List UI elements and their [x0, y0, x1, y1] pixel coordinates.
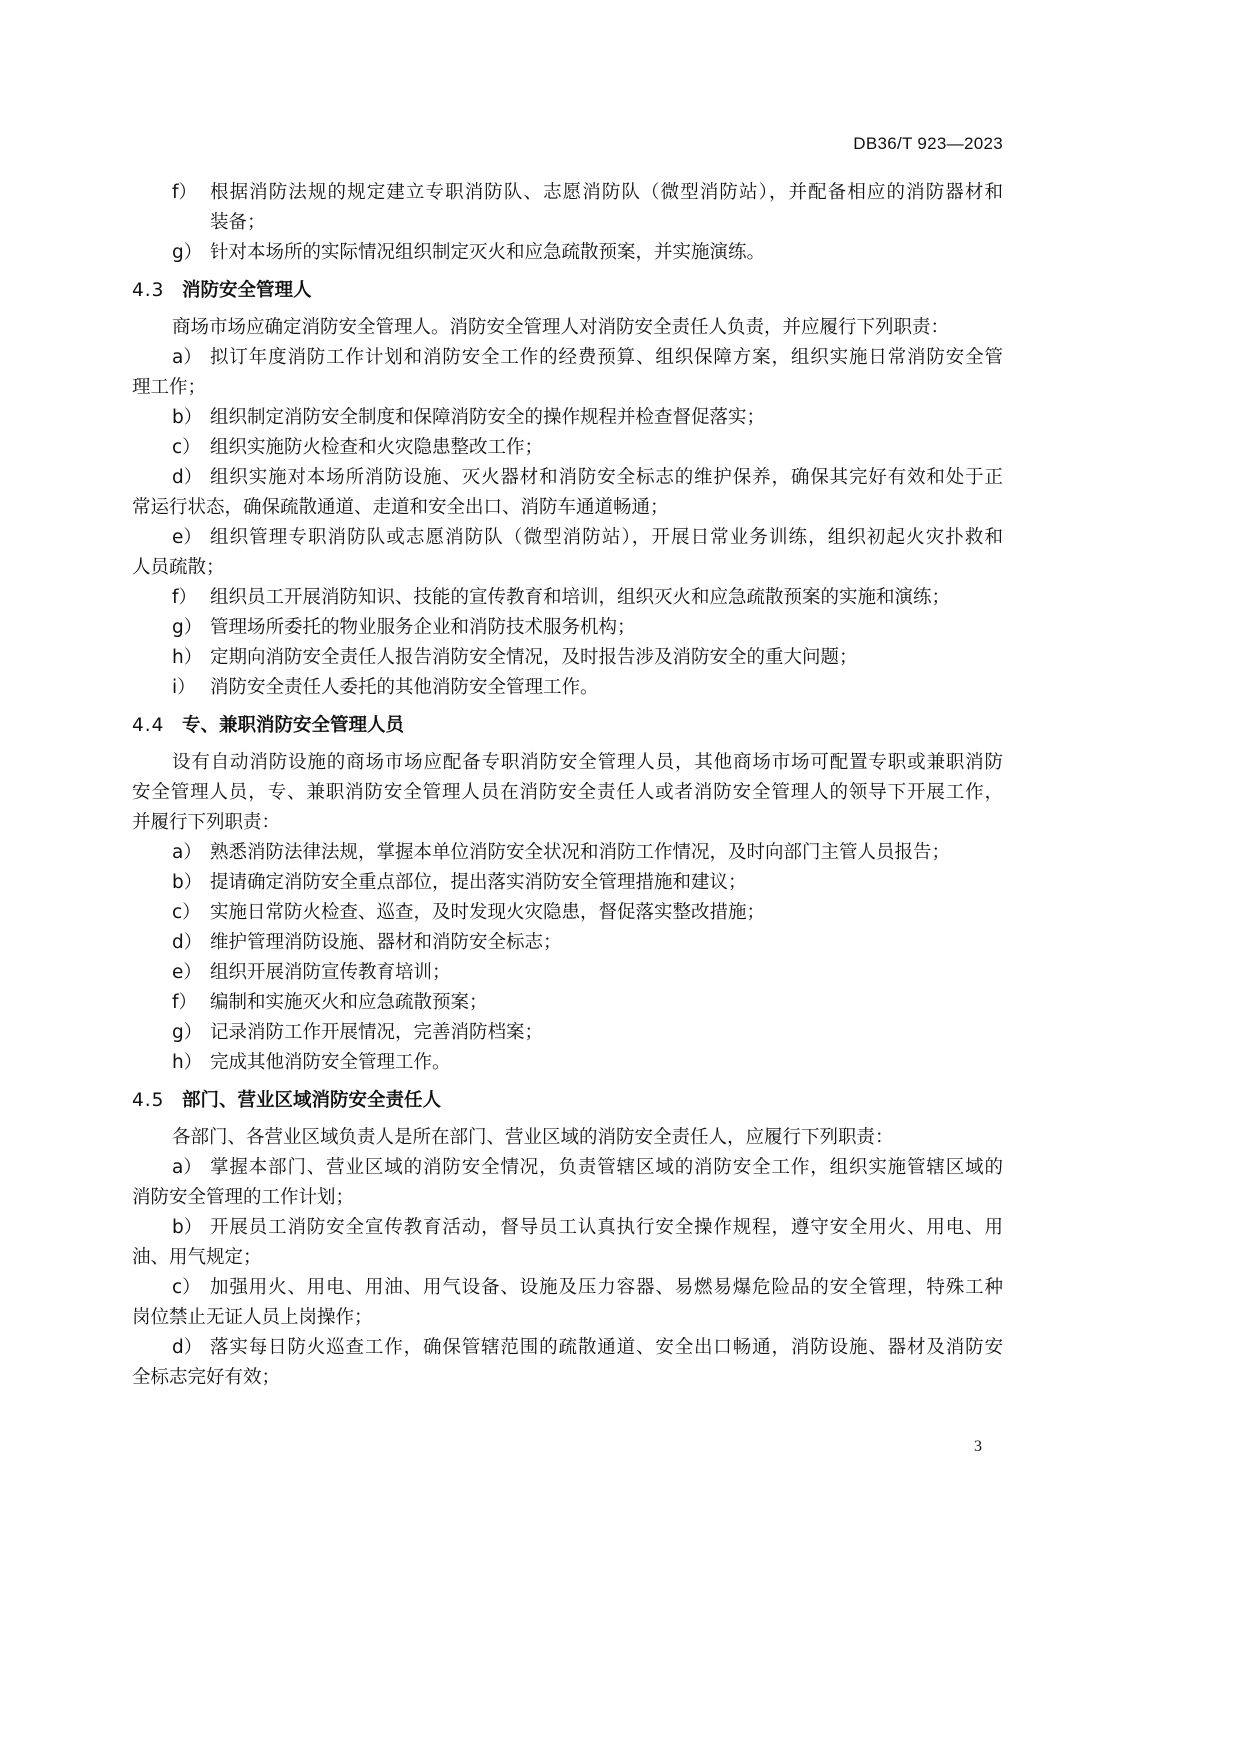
section-number: 4.5 — [132, 1090, 165, 1111]
list-item-text: 组织实施对本场所消防设施、灭火器材和消防安全标志的维护保养，确保其完好有效和处于正 — [210, 467, 1003, 488]
list-item-first-line — [132, 238, 1003, 268]
section-title: 专、兼职消防安全管理人员 — [182, 715, 405, 736]
list-item-first-line — [132, 1048, 1003, 1078]
list-item — [132, 838, 1003, 868]
list-item-label: g） — [172, 242, 203, 263]
list-item — [132, 928, 1003, 958]
document-code: DB36/T 923—2023 — [853, 134, 1003, 153]
list-item-text: 定期向消防安全责任人报告消防安全情况，及时报告涉及消防安全的重大问题； — [210, 647, 858, 668]
page-number: 3 — [974, 1438, 982, 1455]
list-item-label: c） — [172, 902, 201, 923]
list-item-first-line — [132, 583, 1003, 613]
list-item-first-line — [132, 178, 1003, 208]
list-item-first-line — [132, 613, 1003, 643]
list-item-first-line — [132, 838, 1003, 868]
paragraph-line: 商场市场应确定消防安全管理人。消防安全管理人对消防安全责任人负责，并应履行下列职责： — [172, 317, 950, 338]
list-item — [132, 1153, 1003, 1213]
list-item-first-line — [132, 673, 1003, 703]
list-item — [132, 643, 1003, 673]
paragraph — [132, 748, 1003, 838]
list-item-first-line — [132, 433, 1003, 463]
list-item — [132, 613, 1003, 643]
list-item-label: d） — [172, 932, 203, 953]
list-item — [132, 1273, 1003, 1333]
list-item — [132, 583, 1003, 613]
list-item-label: g） — [172, 617, 203, 638]
list-item — [132, 523, 1003, 583]
paragraph-line: 并履行下列职责： — [132, 812, 281, 833]
list-item-text: 拟订年度消防工作计划和消防安全工作的经费预算、组织保障方案，组织实施日常消防安全管 — [210, 347, 1003, 368]
section-heading — [132, 276, 1003, 306]
list-item — [132, 988, 1003, 1018]
list-item — [132, 463, 1003, 523]
list-item — [132, 178, 1003, 238]
list-item-text: 提请确定消防安全重点部位，提出落实消防安全管理措施和建议； — [210, 872, 747, 893]
list-item — [132, 1213, 1003, 1273]
section-number: 4.4 — [132, 715, 165, 736]
list-item-first-line — [132, 523, 1003, 553]
list-item-continuation: 人员疏散； — [132, 557, 225, 578]
list-item-continuation: 岗位禁止无证人员上岗操作； — [132, 1307, 373, 1328]
list-item-label: e） — [172, 527, 202, 548]
list-item-label: a） — [172, 1157, 202, 1178]
list-item-first-line — [132, 898, 1003, 928]
list-item-label: b） — [172, 1217, 203, 1238]
list-item-label: b） — [172, 407, 203, 428]
list-item-label: a） — [172, 347, 202, 368]
list-item-label: h） — [172, 1052, 203, 1073]
list-item — [132, 343, 1003, 403]
list-item — [132, 898, 1003, 928]
list-item-first-line — [132, 463, 1003, 493]
list-item-first-line — [132, 1333, 1003, 1363]
list-item-first-line — [132, 1213, 1003, 1243]
list-item — [132, 868, 1003, 898]
paragraph-line: 各部门、各营业区域负责人是所在部门、营业区域的消防安全责任人，应履行下列职责： — [172, 1127, 894, 1148]
section-heading — [132, 1086, 1003, 1116]
section-title: 部门、营业区域消防安全责任人 — [182, 1090, 442, 1111]
list-item-first-line — [132, 1153, 1003, 1183]
list-item-label: i） — [172, 677, 196, 698]
paragraph — [132, 313, 1003, 343]
list-item-text: 组织管理专职消防队或志愿消防队（微型消防站），开展日常业务训练，组织初起火灾扑救和 — [210, 527, 1003, 548]
list-item-label: h） — [172, 647, 203, 668]
list-item-first-line — [132, 988, 1003, 1018]
list-item-text: 组织开展消防宣传教育培训； — [210, 962, 451, 983]
section-heading — [132, 711, 1003, 741]
list-item-first-line — [132, 868, 1003, 898]
list-item-text: 组织员工开展消防知识、技能的宣传教育和培训，组织灭火和应急疏散预案的实施和演练； — [210, 587, 951, 608]
section-number: 4.3 — [132, 280, 165, 301]
list-item-label: b） — [172, 872, 203, 893]
list-item-text: 记录消防工作开展情况，完善消防档案； — [210, 1022, 544, 1043]
list-item-text: 管理场所委托的物业服务企业和消防技术服务机构； — [210, 617, 636, 638]
list-item — [132, 403, 1003, 433]
list-item-text: 加强用火、用电、用油、用气设备、设施及压力容器、易燃易爆危险品的安全管理，特殊工种 — [210, 1277, 1003, 1298]
list-item-text: 针对本场所的实际情况组织制定灭火和应急疏散预案，并实施演练。 — [210, 242, 766, 263]
list-item-continuation: 常运行状态，确保疏散通道、走道和安全出口、消防车通道畅通； — [132, 497, 669, 518]
list-item-first-line — [132, 643, 1003, 673]
list-item-label: c） — [172, 437, 201, 458]
list-item-first-line — [132, 1273, 1003, 1303]
list-item — [132, 238, 1003, 268]
list-item-text: 组织实施防火检查和火灾隐患整改工作； — [210, 437, 544, 458]
list-item-continuation: 消防安全管理的工作计划； — [132, 1187, 355, 1208]
paragraph — [132, 1123, 1003, 1153]
list-item-first-line — [132, 403, 1003, 433]
list-item-text: 组织制定消防安全制度和保障消防安全的操作规程并检查督促落实； — [210, 407, 766, 428]
list-item — [132, 673, 1003, 703]
list-item-text: 落实每日防火巡查工作，确保管辖范围的疏散通道、安全出口畅通，消防设施、器材及消防安 — [210, 1337, 1003, 1358]
list-item-text: 开展员工消防安全宣传教育活动，督导员工认真执行安全操作规程，遵守安全用火、用电、用 — [210, 1217, 1003, 1238]
paragraph-line: 安全管理人员，专、兼职消防安全管理人员在消防安全责任人或者消防安全管理人的领导下开展工作， — [132, 782, 1003, 803]
list-item — [132, 1048, 1003, 1078]
list-item-text: 熟悉消防法律法规，掌握本单位消防安全状况和消防工作情况，及时向部门主管人员报告； — [210, 842, 951, 863]
list-item-label: c） — [172, 1277, 201, 1298]
section-title: 消防安全管理人 — [182, 280, 312, 301]
list-item-text: 消防安全责任人委托的其他消防安全管理工作。 — [210, 677, 599, 698]
list-item-label: f） — [172, 992, 198, 1013]
list-item-label: g） — [172, 1022, 203, 1043]
list-item — [132, 1333, 1003, 1393]
list-item-continuation: 油、用气规定； — [132, 1247, 262, 1268]
list-item-text: 完成其他消防安全管理工作。 — [210, 1052, 451, 1073]
list-item-label: e） — [172, 962, 202, 983]
list-item-first-line — [132, 343, 1003, 373]
list-item — [132, 433, 1003, 463]
list-item-continuation: 装备； — [210, 212, 266, 233]
list-item — [132, 958, 1003, 988]
list-item-first-line — [132, 1018, 1003, 1048]
list-item-first-line — [132, 958, 1003, 988]
list-item-text: 编制和实施灭火和应急疏散预案； — [210, 992, 488, 1013]
list-item-text: 实施日常防火检查、巡查，及时发现火灾隐患，督促落实整改措施； — [210, 902, 766, 923]
list-item-text: 掌握本部门、营业区域的消防安全情况，负责管辖区域的消防安全工作，组织实施管辖区域的 — [210, 1157, 1003, 1178]
list-item-label: a） — [172, 842, 202, 863]
list-item-text: 根据消防法规的规定建立专职消防队、志愿消防队（微型消防站），并配备相应的消防器材和 — [210, 182, 1003, 203]
list-item-label: d） — [172, 467, 203, 488]
list-item-first-line — [132, 928, 1003, 958]
document-body — [132, 178, 1003, 1393]
list-item-continuation: 理工作； — [132, 377, 207, 398]
paragraph-line: 设有自动消防设施的商场市场应配备专职消防安全管理人员，其他商场市场可配置专职或兼职消防 — [172, 752, 1003, 773]
list-item-label: d） — [172, 1337, 203, 1358]
list-item-label: f） — [172, 587, 198, 608]
list-item-label: f） — [172, 182, 198, 203]
list-item-text: 维护管理消防设施、器材和消防安全标志； — [210, 932, 562, 953]
list-item-continuation: 全标志完好有效； — [132, 1367, 281, 1388]
list-item — [132, 1018, 1003, 1048]
